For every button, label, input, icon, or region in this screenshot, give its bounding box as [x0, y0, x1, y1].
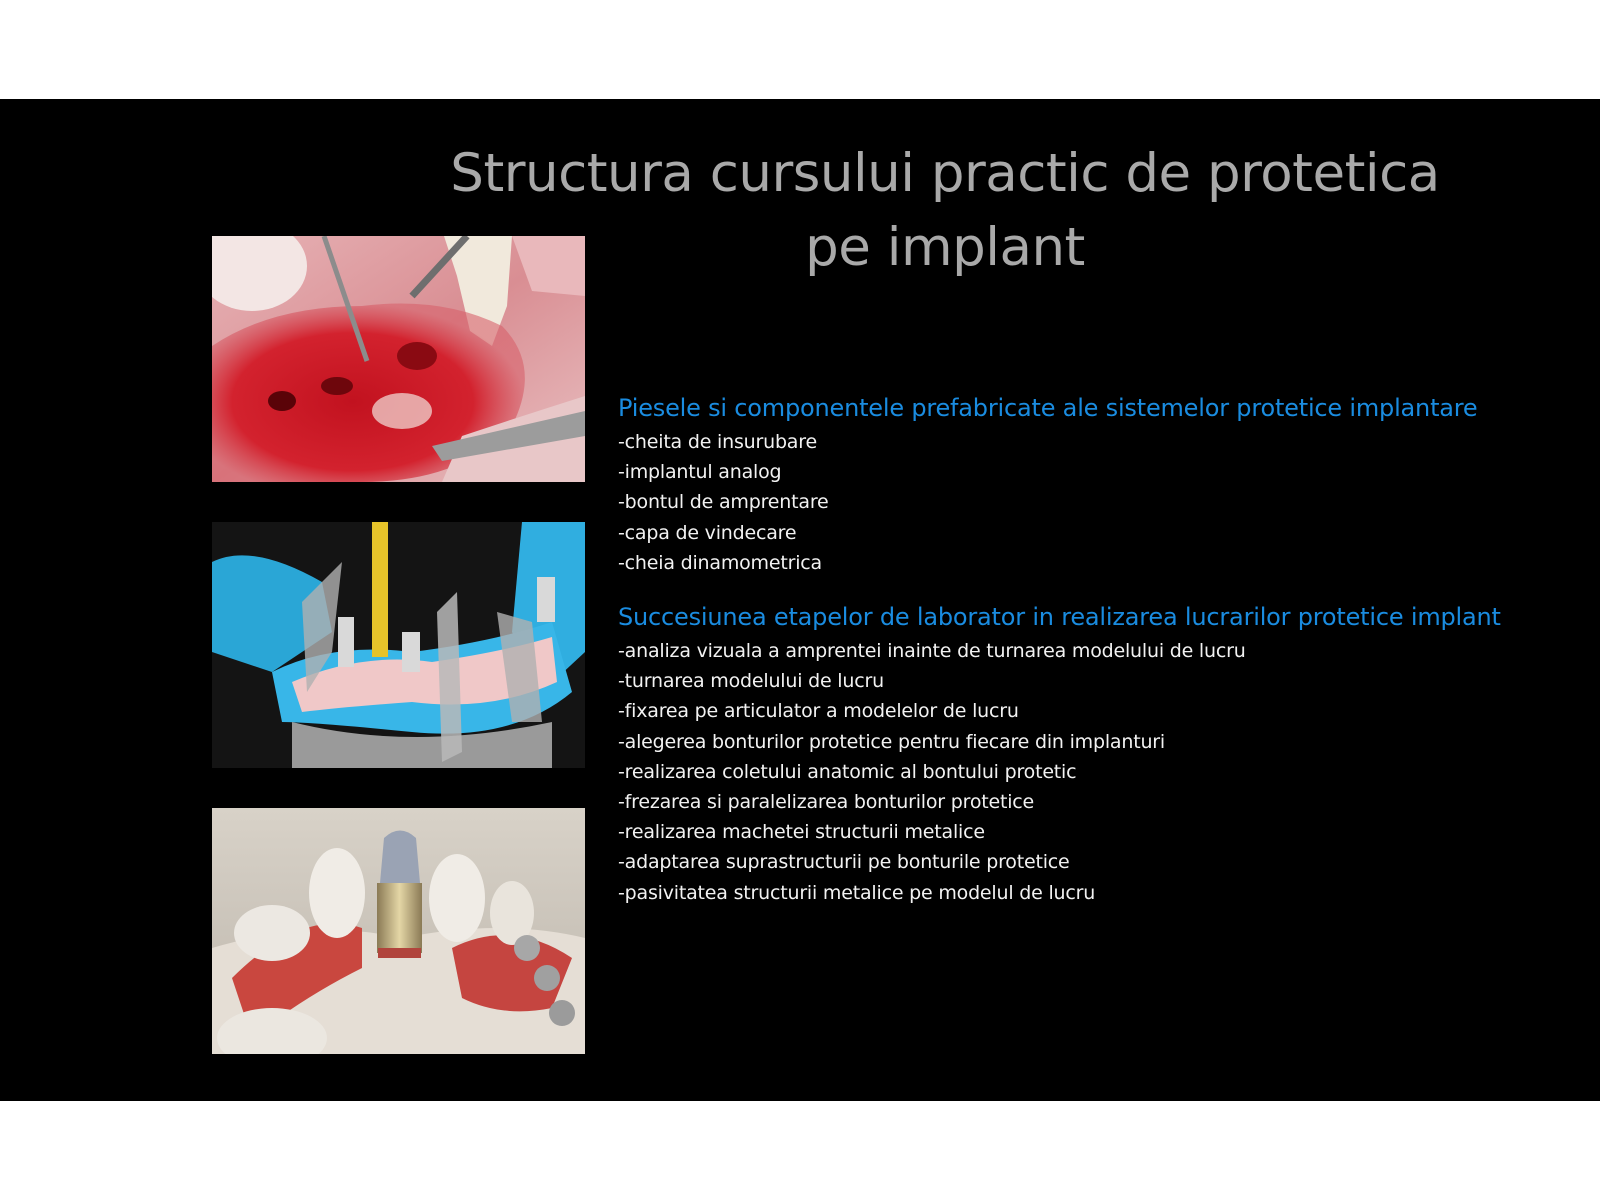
list-item: -frezarea si paralelizarea bonturilor protetice	[618, 791, 1035, 814]
working-model-photo	[212, 808, 585, 1054]
list-item: -alegerea bonturilor protetice pentru fiecare din implanturi	[618, 730, 1165, 753]
section-item-list	[618, 636, 1568, 908]
list-item: -fixarea pe articulator a modelelor de lucru	[618, 700, 1019, 723]
list-item: -bontul de amprentare	[618, 491, 829, 514]
slide	[0, 99, 1600, 1101]
list-item: -pasivitatea structurii metalice pe modelul de lucru	[618, 881, 1096, 904]
list-item: -adaptarea suprastructurii pe bonturile protetice	[618, 851, 1070, 874]
list-item: -implantul analog	[618, 461, 782, 484]
section-heading: Succesiunea etapelor de laborator in realizarea lucrarilor protetice implant	[618, 603, 1501, 632]
section-laboratory-stages	[618, 599, 1568, 908]
slide-title-line-1: Structura cursului practic de protetica	[450, 143, 1440, 204]
section-heading: Piesele si componentele prefabricate ale sistemelor protetice implantare	[618, 394, 1478, 422]
section-item-list	[618, 427, 1568, 578]
list-item: -analiza vizuala a amprentei inainte de turnarea modelului de lucru	[618, 640, 1246, 663]
slide-content	[618, 390, 1568, 908]
slide-title-line-2: pe implant	[805, 217, 1085, 278]
list-item: -turnarea modelului de lucru	[618, 670, 884, 693]
section-prefabricated-components	[618, 390, 1568, 578]
list-item: -capa de vindecare	[618, 521, 797, 544]
list-item: -realizarea machetei structurii metalice	[618, 821, 985, 844]
surgical-site-photo	[212, 236, 585, 482]
list-item: -realizarea coletului anatomic al bontului protetic	[618, 760, 1077, 783]
list-item: -cheia dinamometrica	[618, 551, 822, 574]
list-item: -cheita de insurubare	[618, 431, 817, 453]
impression-photo	[212, 522, 585, 768]
